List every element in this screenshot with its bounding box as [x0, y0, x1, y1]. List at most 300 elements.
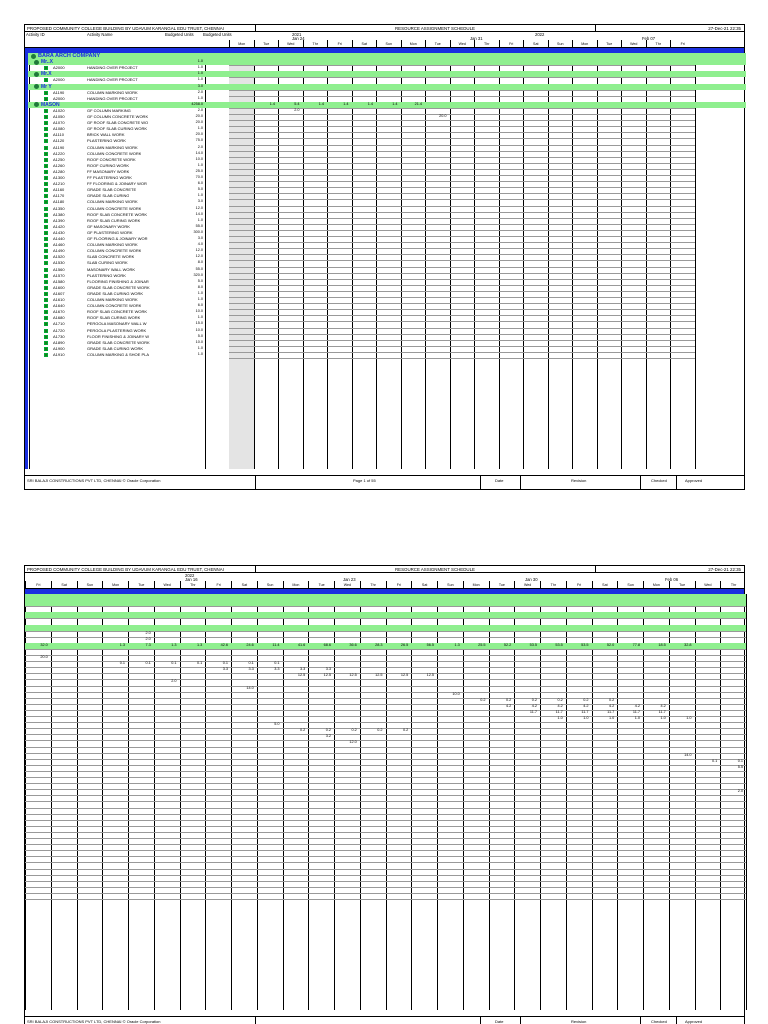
p2-day-header: Sat: [592, 581, 618, 589]
activity-icon: [44, 304, 48, 308]
schedule-page-2: [24, 565, 745, 1024]
revision-label: Revision: [571, 478, 587, 483]
grid-row-line: [229, 199, 695, 200]
grid-row-line: [229, 96, 695, 97]
schedule-value: 1.4: [269, 101, 275, 106]
activity-name: ROOF SLAB CURING WORK: [87, 217, 141, 223]
grid-row-line: [229, 114, 695, 115]
activity-id: A2000: [53, 95, 65, 101]
resource-name: MASON: [41, 101, 60, 108]
budgeted-units: 75.0: [195, 138, 203, 143]
col-budgeted-units-b: Budgeted Units: [203, 32, 232, 37]
activity-id: A1670: [53, 309, 65, 315]
day-header: Sun: [548, 40, 573, 48]
budgeted-units: 10.0: [195, 156, 203, 161]
p2-day-header: Thr: [720, 581, 746, 589]
p2-day-header: Fri: [25, 581, 51, 589]
p2-grid-row-line: [25, 679, 746, 680]
grid-row-line: [229, 309, 695, 310]
activity-id: A1430: [53, 229, 65, 235]
schedule-value: 1.4: [392, 101, 398, 106]
p2-schedule-value: 3.3: [299, 667, 306, 672]
activity-id: A1070: [53, 120, 65, 126]
budgeted-units: 20.0: [195, 132, 203, 137]
p2-schedule-value: 56.5: [426, 642, 434, 647]
budgeted-units: 10.0: [195, 327, 203, 332]
activity-name: GF FLOORING & JOINARY WOR: [87, 236, 148, 241]
p2-schedule-value: 1.3: [119, 642, 125, 647]
grid-row-line: [229, 126, 695, 127]
activity-name: MASONARY WALL WORK: [87, 266, 136, 272]
grid-row-line: [229, 163, 695, 164]
schedule-value: 1.4: [367, 101, 373, 106]
p2-schedule-value: 28.3: [375, 642, 383, 647]
p2-day-header: Mon: [283, 581, 309, 589]
p2-schedule-value: 0.2: [351, 728, 357, 733]
activity-name: COLUMN MARKING WORK: [87, 144, 138, 150]
p2-schedule-value: 5.5: [737, 764, 743, 769]
p2-day-header: Sun: [257, 581, 283, 589]
p2-schedule-value: 20.0: [40, 655, 48, 659]
budgeted-units: 55.0: [195, 223, 203, 228]
p2-grid-row-line: [25, 826, 746, 827]
p2-schedule-value: 0.1: [711, 758, 718, 763]
activity-icon: [44, 292, 48, 296]
p2-grid-row-line: [25, 820, 746, 821]
grid-col-line: [205, 53, 206, 469]
p2-grid-row-line: [25, 734, 746, 735]
p2-schedule-value: 0.2: [531, 697, 537, 702]
p2-year: 2022: [185, 573, 195, 578]
p2-grid-row-line: [25, 753, 746, 754]
activity-icon: [44, 335, 48, 339]
grid-row-line: [229, 260, 695, 261]
p2-schedule-value: 1.0: [583, 716, 589, 720]
p2-grid-row-line: [25, 832, 746, 833]
activity-name: COLUMN MARKING WORK: [87, 297, 138, 302]
budgeted-units: 300.0: [193, 229, 203, 234]
day-header: Tue: [425, 40, 450, 48]
p2-grid-row-line: [25, 618, 746, 619]
company-name: SRI BALAJI CONSTRUCTIONS PVT LTD, CHENNAI © Oracle Corporation: [27, 478, 161, 483]
p2-grid-row-line: [25, 698, 746, 699]
budgeted-units: 320.0: [193, 272, 203, 277]
p2-schedule-value: 1.0: [557, 716, 563, 720]
schedule-value: 21.4: [414, 101, 422, 106]
p2-day-header: Tue: [669, 581, 695, 589]
activity-icon: [44, 286, 48, 290]
activity-icon: [44, 237, 48, 241]
p2-day-header: Sun: [77, 581, 103, 589]
activity-id: A1190: [53, 144, 65, 150]
p2-day-header: Fri: [386, 581, 412, 589]
activity-icon: [44, 127, 48, 131]
grid-row-line: [229, 169, 695, 170]
budgeted-units: 1.0: [197, 65, 203, 70]
p2-value-rows: [25, 594, 744, 1010]
activity-id: A1710: [53, 321, 65, 327]
p2-grid-row-line: [25, 850, 746, 851]
p2-grid-row-line: [25, 899, 746, 900]
budgeted-units: 1.0: [197, 290, 203, 295]
grid-row-line: [229, 230, 695, 231]
p2-day-header: Tue: [489, 581, 515, 589]
p2-week-1: Jan 16: [185, 577, 198, 582]
grid-row-line: [229, 248, 695, 249]
budgeted-units: 3.0: [197, 236, 203, 240]
p2-date-label: Date: [495, 1019, 504, 1024]
activity-name: GRADE SLAB CONCRETE WORK: [87, 339, 150, 345]
grid-row-line: [229, 303, 695, 304]
p2-schedule-value: 0.2: [325, 728, 331, 733]
p2-schedule-value: 11.4: [272, 642, 280, 647]
activity-name: COLUMN MARKING & SHOE PLA: [87, 351, 150, 357]
p2-week-3: Jan 30: [525, 577, 538, 582]
p2-schedule-value: 12.0: [349, 740, 357, 745]
p2-day-header: Sun: [617, 581, 643, 589]
p2-schedule-value: 0.1: [119, 661, 125, 666]
budgeted-units: 4.0: [197, 242, 203, 247]
day-header: Thr: [646, 40, 671, 48]
p2-schedule-value: 3.2: [325, 734, 331, 739]
p2-schedule-value: 4.2: [505, 703, 512, 708]
activity-icon: [44, 261, 48, 265]
activity-name: GF MASONARY WORK: [87, 223, 130, 229]
p2-grid-row-line: [25, 789, 746, 790]
day-header: Mon: [401, 40, 426, 48]
p2-schedule-value: 53.5: [555, 642, 563, 647]
p2-grid-row-line: [25, 893, 746, 894]
p2-schedule-value: 11.7: [529, 709, 537, 714]
day-header: Mon: [572, 40, 597, 48]
date-label: Date: [495, 478, 504, 483]
grid-row-line: [229, 90, 695, 91]
p2-day-header: Wed: [695, 581, 721, 589]
activity-icon: [44, 170, 48, 174]
activity-id: A1720: [53, 327, 65, 333]
activity-icon: [44, 78, 48, 82]
budgeted-units: 1.0: [197, 193, 203, 198]
activity-icon: [44, 316, 48, 320]
activity-id: A1080: [53, 126, 65, 132]
activity-name: COLUMN CONCRETE WORK: [87, 303, 142, 309]
budgeted-units: 8.0: [197, 284, 203, 289]
p2-grid-row-line: [25, 856, 746, 857]
budgeted-units: 20.0: [195, 120, 203, 125]
grid-row-line: [229, 218, 695, 219]
grid-row-line: [229, 65, 695, 66]
p2-schedule-value: 52.2: [503, 642, 512, 647]
p2-schedule-value: 0.1: [145, 661, 151, 666]
budgeted-units: 55.0: [195, 266, 203, 271]
p2-day-header: Thr: [180, 581, 206, 589]
activity-icon: [44, 139, 48, 143]
p2-grid-row-line: [25, 838, 746, 839]
p2-day-header: Thr: [540, 581, 566, 589]
col-week-3: Feb 07: [642, 36, 656, 41]
activity-name: ROOF SLAB CONCRETE WORK: [87, 309, 148, 315]
p2-schedule-value: 1.0: [634, 716, 640, 720]
day-header: Wed: [450, 40, 475, 48]
grid-row-line: [229, 297, 695, 298]
activity-icon: [44, 213, 48, 217]
schedule-value: 2.0: [294, 107, 300, 112]
resource-name: Mr Y: [41, 83, 52, 90]
budgeted-units: 1.0: [197, 297, 203, 301]
budgeted-units: 5.0: [197, 278, 203, 283]
p2-schedule-value: 32.8: [684, 642, 692, 647]
p2-schedule-value: 12.5: [349, 673, 357, 678]
col-week-2: Jan 31: [470, 36, 483, 41]
day-header: Fri: [499, 40, 524, 48]
p2-schedule-value: 11.7: [555, 709, 563, 714]
activity-id: A1250: [53, 156, 65, 162]
p2-schedule-value: 12.5: [426, 673, 434, 678]
grid-row-line: [229, 212, 695, 213]
p2-schedule-value: 14.0: [684, 752, 692, 757]
p2-day-header: Wed: [514, 581, 540, 589]
activity-name: SLAB CURING WORK: [87, 260, 128, 266]
col-week-1: Jan 24: [292, 36, 305, 41]
grid-row-line: [229, 358, 695, 359]
p2-schedule-value: 18.5: [658, 642, 666, 647]
activity-id: A1170: [53, 193, 65, 199]
p2-schedule-value: 1.3: [171, 642, 177, 647]
activity-id: A1890: [53, 339, 65, 345]
approved-label: Approved: [685, 478, 703, 483]
schedule-page-1: [24, 24, 745, 490]
day-header: Sun: [376, 40, 401, 48]
activity-icon: [44, 194, 48, 198]
budgeted-units: 3.0: [197, 83, 203, 88]
p2-schedule-value: 7.3: [145, 642, 151, 647]
budgeted-units: 12.0: [195, 254, 203, 259]
activity-name: GF ROOF SLAB CURING WORK: [87, 126, 148, 132]
grid-row-line: [229, 206, 695, 207]
p2-grid-row-line: [25, 759, 746, 760]
budgeted-units: 10.0: [195, 339, 203, 344]
p2-day-header: Sat: [411, 581, 437, 589]
grid-row-line: [229, 145, 695, 146]
activity-icon: [44, 121, 48, 125]
grid-row-line: [229, 236, 695, 237]
budgeted-units: 20.0: [195, 114, 203, 118]
p2-week-2: Jan 23: [343, 577, 356, 582]
p2-day-header: Tue: [128, 581, 154, 589]
p2-schedule-value: 4.2: [531, 703, 537, 708]
activity-icon: [44, 219, 48, 223]
activity-id: A1520: [53, 254, 65, 260]
activity-name: GRADE SLAB CONCRETE: [87, 187, 137, 193]
p2-grid-row-line: [25, 673, 746, 674]
page-footer: [25, 475, 744, 489]
activity-id: A1680: [53, 315, 65, 321]
budgeted-units: 5.0: [197, 187, 203, 192]
report-title: RESOURCE ASSIGNMENT SCHEDULE: [395, 26, 475, 31]
p2-day-header: Tue: [308, 581, 334, 589]
activity-id: A1640: [53, 303, 65, 309]
day-header: Wed: [621, 40, 646, 48]
day-header: Tue: [597, 40, 622, 48]
activity-id: A1220: [53, 150, 65, 156]
activity-id: A1440: [53, 236, 65, 241]
activity-name: GRADE SLAB CURING WORK: [87, 290, 144, 296]
p2-schedule-value: 11.7: [658, 709, 666, 714]
grid-row-line: [229, 224, 695, 225]
p2-week-4: Feb 06: [665, 577, 679, 582]
p2-schedule-value: 11.7: [581, 709, 589, 714]
activity-icon: [44, 268, 48, 272]
resource-name: Mr.X: [41, 71, 52, 78]
p2-grid-row-line: [25, 771, 746, 772]
grid-row-line: [229, 315, 695, 316]
activity-id: A1380: [53, 211, 65, 217]
p2-schedule-value: 42.6: [220, 642, 228, 647]
p2-schedule-value: 11.7: [632, 709, 640, 714]
activity-name: GRADE SLAB CURING: [87, 193, 130, 199]
activity-name: GRADE SLAB CONCRETE WORK: [87, 284, 150, 290]
activity-id: A1900: [53, 345, 65, 351]
p2-day-header: Sun: [437, 581, 463, 589]
grid-row-line: [229, 151, 695, 152]
activity-name: HANDING OVER PROJECT: [87, 95, 138, 101]
activity-name: PLASTERING WORK: [87, 272, 126, 278]
activity-name: GRADE SLAB CURING WORK: [87, 345, 144, 351]
activity-id: A1020: [53, 107, 65, 113]
activity-name: ROOF SLAB CURING WORK: [87, 315, 141, 321]
grid-row-line: [229, 334, 695, 335]
resource-name: Mr..X: [41, 59, 53, 66]
p2-grid-row-line: [25, 728, 746, 729]
p2-grid-row-line: [25, 844, 746, 845]
p2-schedule-value: 0.1: [248, 661, 254, 666]
budgeted-units: 1.0: [197, 162, 203, 167]
grid-row-line: [229, 340, 695, 341]
day-header: Sat: [352, 40, 377, 48]
p2-grid-row-line: [25, 667, 746, 668]
schedule-value: 1.4: [318, 101, 324, 106]
p2-grid-row-line: [25, 783, 746, 784]
day-header: Wed: [278, 40, 303, 48]
budgeted-units: 1.0: [197, 77, 203, 82]
p2-day-header: Mon: [643, 581, 669, 589]
schedule-value: 20.0: [439, 114, 447, 118]
p2-grid-row-line: [25, 722, 746, 723]
activity-rows: [25, 53, 744, 469]
p2-grid-row-line: [25, 692, 746, 693]
p2-schedule-value: 0.1: [274, 661, 280, 666]
budgeted-units: 1.0: [197, 351, 203, 356]
grid-row-line: [229, 352, 695, 353]
day-header: Fri: [670, 40, 695, 48]
grid-row-line: [229, 321, 695, 322]
activity-icon: [44, 97, 48, 101]
activity-name: FLOOR FINISHING & JOINARY W: [87, 333, 150, 339]
p2-grid-col-line: [746, 594, 747, 1010]
activity-icon: [44, 164, 48, 168]
p2-schedule-value: 4.2: [583, 703, 589, 708]
activity-id: A1390: [53, 217, 65, 223]
activity-name: COLUMN CONCRETE WORK: [87, 150, 142, 156]
schedule-value: 5.4: [294, 101, 300, 106]
col-activity-id: Activity ID: [26, 32, 45, 37]
p2-schedule-value: 12.5: [297, 673, 306, 678]
activity-icon: [44, 91, 48, 95]
activity-id: A1260: [53, 162, 65, 168]
grid-row-line: [229, 346, 695, 347]
day-header: Sat: [523, 40, 548, 48]
activity-icon: [44, 347, 48, 351]
day-header: Mon: [229, 40, 254, 48]
budgeted-units: 6.0: [197, 181, 203, 186]
budgeted-units: 2.0: [197, 89, 203, 94]
checked-label: Checked: [651, 478, 667, 483]
activity-name: COLUMN CONCRETE WORK: [87, 205, 142, 211]
p2-approved-label: Approved: [685, 1019, 703, 1024]
budgeted-units: 1.0: [197, 59, 203, 64]
p2-schedule-value: 11.7: [607, 709, 615, 714]
p2-schedule-value: 1.3: [196, 642, 203, 647]
page2-project-title: PROPOSED COMMUNITY COLLEGE BUILDING BY UDAVUM KARANGAL EDU TRUST, CHENNAI: [27, 567, 224, 572]
page-number: Page 1 of 55: [353, 478, 376, 483]
p2-schedule-value: 0.1: [196, 661, 203, 666]
budgeted-units: 15.0: [195, 321, 203, 326]
activity-icon: [44, 225, 48, 229]
activity-name: SLAB CONCRETE WORK: [87, 254, 135, 260]
activity-name: HANDING OVER PROJECT: [87, 65, 138, 71]
activity-icon: [44, 152, 48, 156]
p2-schedule-value: 12.5: [400, 673, 409, 678]
day-header: Thr: [303, 40, 328, 48]
p2-schedule-value: 68.6: [323, 642, 331, 647]
budgeted-units: 6.0: [197, 303, 203, 308]
activity-icon: [44, 353, 48, 357]
activity-id: A1570: [53, 272, 65, 278]
p2-schedule-value: 0.2: [402, 728, 409, 733]
p2-schedule-value: 0.2: [608, 697, 615, 702]
budgeted-units: 25.0: [195, 168, 203, 173]
p2-schedule-value: 4.2: [557, 703, 563, 708]
p2-grid-row-line: [25, 661, 746, 662]
activity-icon: [44, 298, 48, 302]
activity-icon: [44, 200, 48, 204]
activity-id: A1280: [53, 168, 65, 174]
p2-schedule-value: 77.8: [632, 642, 640, 647]
col-activity-name: Activity Name: [87, 32, 113, 37]
activity-id: A1560: [53, 266, 65, 272]
p2-grid-row-line: [25, 814, 746, 815]
activity-icon: [44, 133, 48, 137]
p2-grid-row-line: [25, 875, 746, 876]
budgeted-units: 12.0: [195, 205, 203, 210]
p2-grid-row-line: [25, 631, 746, 632]
activity-name: GF COLUMN CONCRETE WORK: [87, 114, 149, 119]
budgeted-units: 1.0: [197, 71, 203, 76]
col-year-2: 2022: [535, 32, 545, 37]
activity-icon: [44, 274, 48, 278]
grid-row-line: [229, 267, 695, 268]
grid-col-line: [695, 53, 696, 469]
activity-id: A1420: [53, 223, 65, 229]
col-year: 2021: [292, 32, 302, 37]
day-header: Fri: [327, 40, 352, 48]
budgeted-units: 1.0: [197, 217, 203, 222]
page2-header: [25, 566, 744, 573]
budgeted-units: 14.0: [195, 150, 203, 155]
p2-day-header: Fri: [566, 581, 592, 589]
grid-row-line: [229, 285, 695, 286]
p2-day-header: Sat: [51, 581, 77, 589]
